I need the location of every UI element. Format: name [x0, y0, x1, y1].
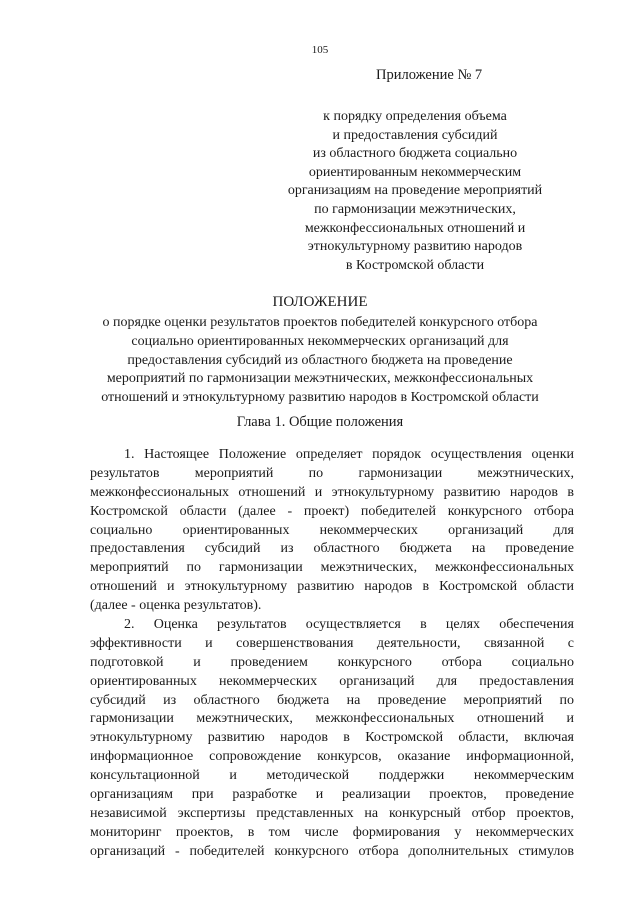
- appendix-caption-line: этнокультурному развитию народов: [307, 239, 523, 255]
- text-line: (далее - оценка результатов).: [90, 598, 262, 614]
- text-line: гармонизации межэтнических, межконфессиональных отношений и: [90, 711, 574, 727]
- appendix-caption: [280, 108, 550, 275]
- appendix-caption-line: к порядку определения объема: [323, 109, 507, 124]
- appendix-caption-line: ориентированным некоммерческим: [308, 164, 522, 180]
- text-line: 1. Настоящее Положение определяет порядок осуществления оценки: [124, 447, 574, 462]
- document-subtitle: [60, 314, 580, 408]
- subtitle-line: мероприятий по гармонизации межэтнических, межконфессиональных: [106, 371, 534, 387]
- text-line: независимой экспертизы представленных на конкурсный отбор проектов,: [90, 805, 574, 821]
- page-number: 105: [311, 44, 329, 56]
- text-line: эффективности и совершенствования деятельности, связанной с: [90, 635, 574, 651]
- chapter-title: Глава 1. Общие положения: [236, 414, 404, 430]
- appendix-title: Приложение № 7: [376, 67, 483, 83]
- text-line: социально ориентированных некоммерческих организаций для: [90, 522, 574, 538]
- subtitle-line: о порядке оценки результатов проектов победителей конкурсного отбора: [102, 315, 538, 330]
- appendix-caption-line: из областного бюджета социально: [312, 146, 518, 162]
- subtitle-line: социально ориентированных некоммерческих организаций для: [131, 333, 509, 349]
- appendix-caption-line: организациям на проведение мероприятий: [287, 183, 543, 199]
- text-line: организаций - победителей конкурсного отбора дополнительных стимулов: [90, 843, 574, 859]
- text-line: информационное сопровождение конкурсов, оказание информационной,: [90, 749, 574, 765]
- text-line: отношений и этнокультурному развитию народов в Костромской области: [90, 579, 574, 595]
- subtitle-line: предоставления субсидий из областного бюджета на проведение: [127, 352, 513, 368]
- text-line: мониторинг проектов, в том числе формирования у некоммерческих: [90, 824, 574, 840]
- text-line: организациям при разработке и реализации проектов, проведение: [90, 787, 574, 803]
- document-heading: ПОЛОЖЕНИЕ: [272, 294, 368, 310]
- text-line: результатов мероприятий по гармонизации межэтнических,: [90, 465, 574, 481]
- body-text: [90, 446, 574, 862]
- text-line: мероприятий по гармонизации межэтнических, межконфессиональных: [90, 560, 574, 576]
- text-line: предоставления субсидий из областного бюджета на проведение: [90, 541, 574, 557]
- text-line: этнокультурному развитию народов в Костромской области, включая: [90, 730, 574, 746]
- text-line: ориентированных некоммерческих организаций для предоставления: [90, 673, 574, 689]
- appendix-caption-line: по гармонизации межэтнических,: [314, 201, 516, 217]
- subtitle-line: отношений и этнокультурному развитию народов в Костромской области: [101, 390, 539, 406]
- appendix-caption-line: межконфессиональных отношений и: [304, 220, 526, 236]
- paragraph-1: [90, 446, 574, 616]
- text-line: подготовкой и проведением конкурсного отбора социально: [90, 654, 574, 670]
- text-line: межконфессиональных отношений и этнокультурному развитию народов в: [90, 484, 574, 500]
- text-line: 2. Оценка результатов осуществляется в целях обеспечения: [124, 617, 574, 633]
- text-line: консультационной и методической поддержки некоммерческим: [90, 768, 574, 784]
- text-line: Костромской области (далее - проект) победителей конкурсного отбора: [90, 503, 574, 519]
- paragraph-2: [90, 616, 574, 862]
- text-line: субсидий из областного бюджета на проведение мероприятий по: [90, 692, 574, 708]
- appendix-caption-line: и предоставления субсидий: [332, 127, 498, 143]
- appendix-caption-line: в Костромской области: [345, 257, 485, 273]
